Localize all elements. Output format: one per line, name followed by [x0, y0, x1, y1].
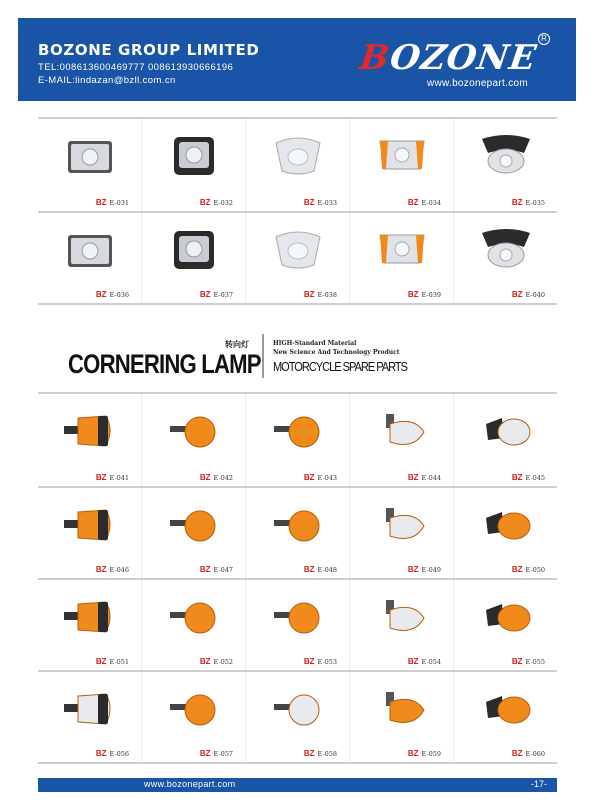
section-title: CORNERING LAMP — [68, 349, 261, 379]
part-number: E-057 — [213, 750, 233, 758]
headlamp-grid — [38, 117, 557, 305]
part-number: E-038 — [317, 291, 337, 299]
headlamp-icon — [268, 223, 328, 277]
product-code — [304, 473, 337, 482]
brand-prefix: BZ — [95, 198, 107, 207]
product-cell — [142, 213, 246, 303]
product-code — [408, 290, 441, 299]
product-row — [38, 578, 557, 670]
turn-signal-icon — [476, 590, 536, 644]
brand-prefix: BZ — [95, 565, 107, 574]
brand-prefix: BZ — [199, 749, 211, 758]
part-number: E-039 — [421, 291, 441, 299]
product-cell — [38, 488, 142, 578]
product-row — [38, 486, 557, 578]
page-footer — [38, 778, 557, 792]
product-cell — [246, 213, 350, 303]
turn-signal-icon — [164, 590, 224, 644]
turn-signal-icon — [476, 404, 536, 458]
turn-signal-icon — [60, 590, 120, 644]
product-code — [512, 749, 545, 758]
product-cell — [38, 119, 142, 211]
brand-prefix: BZ — [303, 657, 315, 666]
headlamp-icon — [372, 129, 432, 183]
turn-signal-icon — [60, 404, 120, 458]
part-number: E-033 — [317, 199, 337, 207]
cornering-lamp-grid — [38, 392, 557, 764]
part-number: E-048 — [317, 566, 337, 574]
product-code — [512, 565, 545, 574]
brand-prefix: BZ — [407, 749, 419, 758]
product-code — [408, 473, 441, 482]
turn-signal-icon — [268, 404, 328, 458]
product-code — [408, 565, 441, 574]
brand-prefix: BZ — [303, 198, 315, 207]
product-cell — [38, 394, 142, 486]
headlamp-icon — [476, 129, 536, 183]
product-row — [38, 670, 557, 762]
turn-signal-icon — [268, 590, 328, 644]
product-code — [200, 198, 233, 207]
part-number: E-053 — [317, 658, 337, 666]
product-code — [96, 657, 129, 666]
headlamp-icon — [268, 129, 328, 183]
product-code — [96, 290, 129, 299]
brand-prefix: BZ — [199, 657, 211, 666]
logo-letters: OZONE — [387, 38, 539, 78]
part-number: E-031 — [109, 199, 129, 207]
part-number: E-045 — [525, 474, 545, 482]
part-number: E-059 — [421, 750, 441, 758]
product-code — [304, 565, 337, 574]
part-number: E-051 — [109, 658, 129, 666]
product-cell — [454, 580, 557, 670]
brand-prefix: BZ — [95, 290, 107, 299]
turn-signal-icon — [60, 682, 120, 736]
turn-signal-icon — [164, 404, 224, 458]
product-code — [304, 657, 337, 666]
product-cell — [142, 119, 246, 211]
product-code — [96, 198, 129, 207]
registered-mark: R — [538, 33, 550, 45]
section-tagline-2: New Science And Technology Product — [273, 349, 400, 356]
product-code — [200, 473, 233, 482]
brand-prefix: BZ — [303, 290, 315, 299]
brand-prefix: BZ — [199, 565, 211, 574]
turn-signal-icon — [60, 498, 120, 552]
product-cell — [142, 394, 246, 486]
brand-prefix: BZ — [407, 565, 419, 574]
turn-signal-icon — [476, 682, 536, 736]
brand-prefix: BZ — [407, 290, 419, 299]
brand-prefix: BZ — [407, 198, 419, 207]
product-cell — [38, 213, 142, 303]
product-code — [512, 473, 545, 482]
page-header — [18, 18, 576, 101]
brand-prefix: BZ — [511, 198, 523, 207]
product-cell — [454, 672, 557, 762]
brand-prefix: BZ — [95, 473, 107, 482]
headlamp-icon — [372, 223, 432, 277]
product-row — [38, 119, 557, 211]
product-cell — [38, 672, 142, 762]
part-number: E-047 — [213, 566, 233, 574]
brand-logo — [357, 38, 539, 78]
headlamp-icon — [60, 129, 120, 183]
brand-prefix: BZ — [199, 198, 211, 207]
brand-prefix: BZ — [303, 749, 315, 758]
brand-prefix: BZ — [511, 565, 523, 574]
product-cell — [454, 119, 557, 211]
section-cn-label: 转向灯 — [225, 340, 249, 349]
part-number: E-054 — [421, 658, 441, 666]
product-cell — [142, 672, 246, 762]
product-code — [408, 749, 441, 758]
product-code — [96, 749, 129, 758]
section-divider — [262, 334, 264, 378]
product-cell — [246, 394, 350, 486]
product-cell — [350, 394, 454, 486]
brand-prefix: BZ — [407, 657, 419, 666]
part-number: E-043 — [317, 474, 337, 482]
brand-prefix: BZ — [407, 473, 419, 482]
company-name: BOZONE GROUP LIMITED — [38, 41, 260, 59]
brand-prefix: BZ — [511, 657, 523, 666]
part-number: E-049 — [421, 566, 441, 574]
part-number: E-046 — [109, 566, 129, 574]
product-code — [304, 749, 337, 758]
product-cell — [350, 119, 454, 211]
contact-email: E-MAIL:lindazan@bzll.com.cn — [38, 75, 176, 86]
product-cell — [454, 213, 557, 303]
part-number: E-050 — [525, 566, 545, 574]
section-tagline-1: HIGH-Standard Material — [273, 340, 357, 347]
part-number: E-032 — [213, 199, 233, 207]
part-number: E-036 — [109, 291, 129, 299]
product-cell — [246, 119, 350, 211]
page-number: -17- — [530, 779, 547, 789]
headlamp-icon — [476, 223, 536, 277]
brand-prefix: BZ — [511, 473, 523, 482]
headlamp-icon — [164, 223, 224, 277]
turn-signal-icon — [372, 404, 432, 458]
header-website: www.bozonepart.com — [426, 78, 528, 89]
turn-signal-icon — [476, 498, 536, 552]
product-code — [200, 290, 233, 299]
brand-prefix: BZ — [95, 749, 107, 758]
product-code — [408, 657, 441, 666]
part-number: E-056 — [109, 750, 129, 758]
product-cell — [246, 672, 350, 762]
brand-prefix: BZ — [511, 290, 523, 299]
product-code — [408, 198, 441, 207]
turn-signal-icon — [164, 682, 224, 736]
brand-prefix: BZ — [199, 290, 211, 299]
product-code — [96, 565, 129, 574]
part-number: E-044 — [421, 474, 441, 482]
brand-prefix: BZ — [303, 565, 315, 574]
turn-signal-icon — [372, 590, 432, 644]
logo-letter-b: B — [356, 38, 393, 78]
part-number: E-042 — [213, 474, 233, 482]
contact-info — [38, 61, 233, 87]
turn-signal-icon — [268, 498, 328, 552]
part-number: E-052 — [213, 658, 233, 666]
turn-signal-icon — [268, 682, 328, 736]
product-code — [512, 290, 545, 299]
footer-url: www.bozonepart.com — [144, 779, 236, 789]
part-number: E-034 — [421, 199, 441, 207]
part-number: E-037 — [213, 291, 233, 299]
product-cell — [350, 580, 454, 670]
headlamp-icon — [60, 223, 120, 277]
part-number: E-060 — [525, 750, 545, 758]
product-cell — [350, 213, 454, 303]
product-cell — [246, 488, 350, 578]
product-row — [38, 394, 557, 486]
product-row — [38, 211, 557, 303]
brand-prefix: BZ — [199, 473, 211, 482]
product-code — [512, 198, 545, 207]
product-code — [200, 749, 233, 758]
turn-signal-icon — [164, 498, 224, 552]
product-cell — [454, 488, 557, 578]
turn-signal-icon — [372, 682, 432, 736]
product-code — [304, 198, 337, 207]
product-cell — [350, 672, 454, 762]
part-number: E-058 — [317, 750, 337, 758]
product-cell — [246, 580, 350, 670]
part-number: E-055 — [525, 658, 545, 666]
product-cell — [38, 580, 142, 670]
product-cell — [350, 488, 454, 578]
product-code — [96, 473, 129, 482]
product-code — [512, 657, 545, 666]
product-code — [200, 657, 233, 666]
part-number: E-041 — [109, 474, 129, 482]
brand-prefix: BZ — [303, 473, 315, 482]
product-cell — [142, 488, 246, 578]
headlamp-icon — [164, 129, 224, 183]
part-number: E-035 — [525, 199, 545, 207]
product-cell — [454, 394, 557, 486]
brand-prefix: BZ — [511, 749, 523, 758]
part-number: E-040 — [525, 291, 545, 299]
turn-signal-icon — [372, 498, 432, 552]
section-tagline-3: MOTORCYCLE SPARE PARTS — [273, 359, 407, 374]
brand-prefix: BZ — [95, 657, 107, 666]
product-code — [304, 290, 337, 299]
contact-tel: TEL:008613600469777 008613930666196 — [38, 62, 234, 73]
product-code — [200, 565, 233, 574]
product-cell — [142, 580, 246, 670]
